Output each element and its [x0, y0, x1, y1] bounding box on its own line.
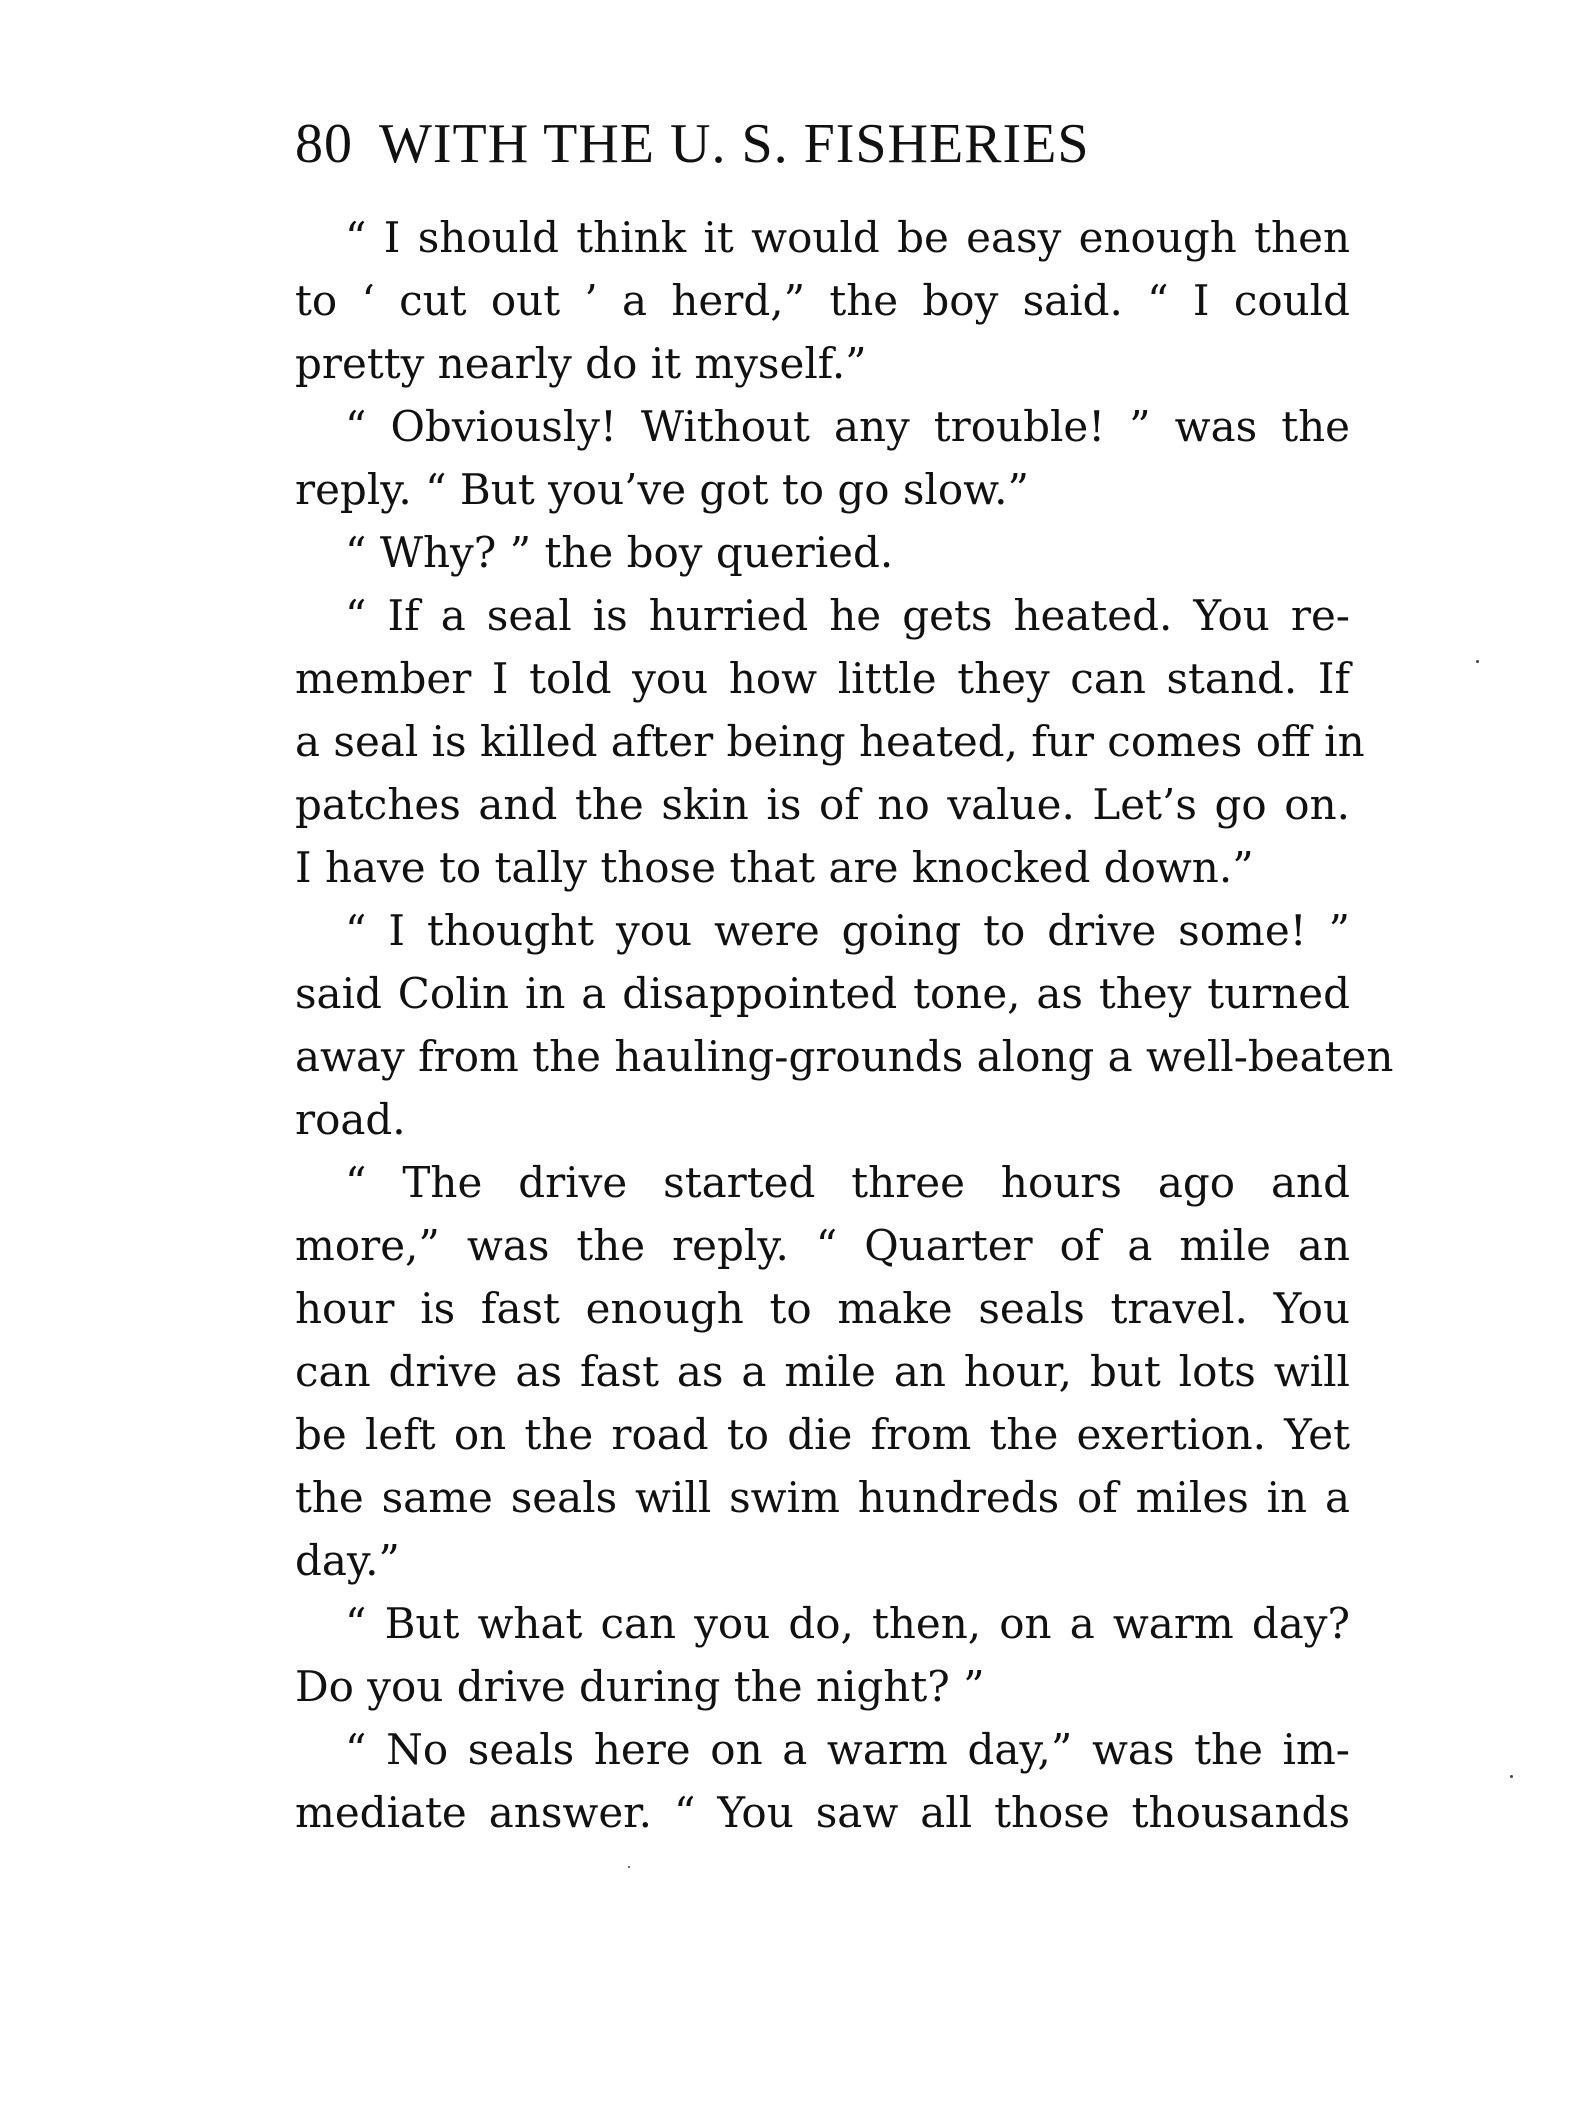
text-line: I have to tally those that are knocked down.” [295, 843, 1254, 892]
text-line: “ The drive started three hours ago and [345, 1158, 1350, 1207]
text-line: patches and the skin is of no value. Let’s go on. [295, 780, 1350, 829]
text-line: “ If a seal is hurried he gets heated. You re- [345, 591, 1350, 640]
paragraph [295, 1151, 1350, 1592]
body-text [295, 206, 1394, 1844]
paragraph [295, 1592, 1350, 1718]
speck [628, 1866, 630, 1868]
text-line: a seal is killed after being heated, fur comes off in [295, 717, 1365, 766]
text-line: to ‘ cut out ’ a herd,” the boy said. “ I could [295, 276, 1350, 325]
text-line: “ Obviously! Without any trouble! ” was the [345, 402, 1350, 451]
text-line: “ I thought you were going to drive some! ” [345, 906, 1350, 955]
text-line: member I told you how little they can stand. If [295, 654, 1350, 703]
text-line: “ Why? ” the boy queried. [345, 528, 894, 577]
text-line: can drive as fast as a mile an hour, but lots will [295, 1347, 1350, 1396]
text-line: hour is fast enough to make seals travel. You [295, 1284, 1350, 1333]
text-line: day.” [295, 1536, 400, 1585]
paragraph [295, 899, 1394, 1151]
running-title: WITH THE U. S. FISHERIES [379, 113, 1090, 175]
text-line: mediate answer. “ You saw all those thousands [295, 1788, 1350, 1837]
text-line: away from the hauling-grounds along a well-beaten [295, 1032, 1394, 1081]
paragraph [295, 521, 1350, 584]
paragraph [295, 395, 1350, 521]
speck [1510, 1775, 1513, 1778]
text-line: “ But what can you do, then, on a warm day? [345, 1599, 1350, 1648]
text-line: said Colin in a disappointed tone, as they turned [295, 969, 1350, 1018]
paragraph [295, 584, 1365, 899]
text-line: reply. “ But you’ve got to go slow.” [295, 465, 1029, 514]
text-line: the same seals will swim hundreds of miles in a [295, 1473, 1350, 1522]
speck [1476, 660, 1479, 663]
paragraph [295, 206, 1350, 395]
text-line: road. [295, 1095, 406, 1144]
page-number: 80 [295, 113, 353, 175]
text-line: Do you drive during the night? ” [295, 1662, 985, 1711]
text-line: be left on the road to die from the exertion. Yet [295, 1410, 1350, 1459]
running-head [295, 104, 1355, 184]
text-line: “ I should think it would be easy enough then [345, 213, 1350, 262]
text-line: pretty nearly do it myself.” [295, 339, 867, 388]
text-line: “ No seals here on a warm day,” was the im- [345, 1725, 1350, 1774]
paragraph [295, 1718, 1350, 1844]
text-line: more,” was the reply. “ Quarter of a mile an [295, 1221, 1350, 1270]
